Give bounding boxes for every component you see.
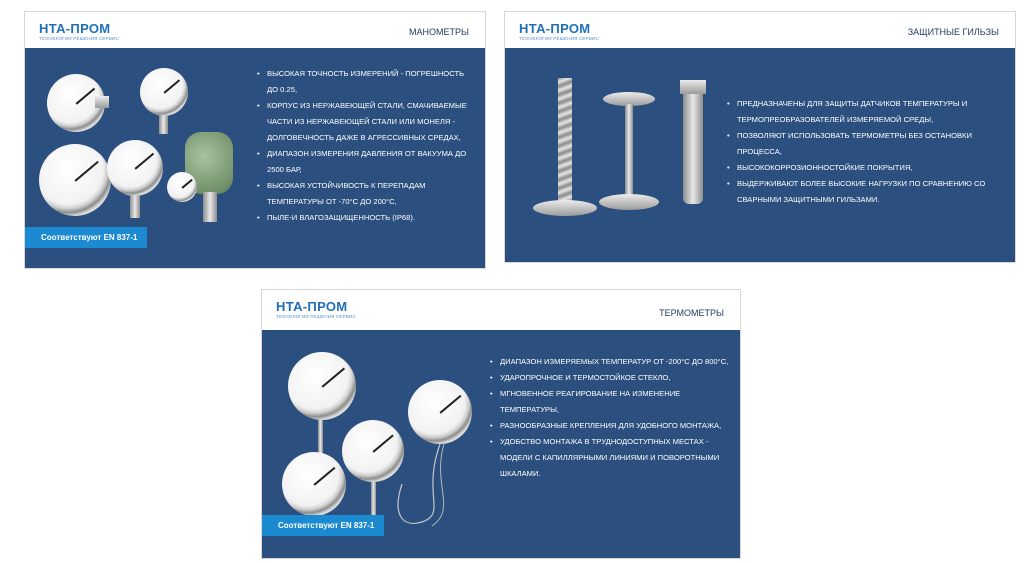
thermowell-image xyxy=(533,200,597,216)
thermowells-product-photo xyxy=(525,70,715,230)
brand-logo xyxy=(276,300,356,319)
feature-item: • КОРПУС ИЗ НЕРЖАВЕЮЩЕЙ СТАЛИ, СМАЧИВАЕМЫЕ ЧАСТИ ИЗ НЕРЖАВЕЮЩЕЙ СТАЛИ ИЛИ МОНЕЛЯ - ДОЛГОВЕЧНОСТЬ ДАЖЕ В АГРЕССИВНЫХ СРЕДАХ, xyxy=(257,98,475,146)
slide-title: МАНОМЕТРЫ xyxy=(409,27,469,37)
thermometers-product-photo xyxy=(272,344,472,534)
slide-body xyxy=(25,48,485,268)
feature-list xyxy=(490,354,734,482)
logo-text: НТА-ПРОМ xyxy=(276,299,348,314)
gauge-image xyxy=(95,96,109,108)
slide-header xyxy=(505,12,1015,48)
feature-item: • ПРЕДНАЗНАЧЕНЫ ДЛЯ ЗАЩИТЫ ДАТЧИКОВ ТЕМПЕРАТУРЫ И ТЕРМОПРЕОБРАЗОВАТЕЛЕЙ ИЗМЕРЯЕМОЙ СРЕДЫ, xyxy=(727,96,1009,128)
gauge-image xyxy=(130,196,140,218)
brand-logo xyxy=(519,22,599,41)
standard-badge: Соответствуют EN 837-1 xyxy=(25,227,147,248)
thermowell-image xyxy=(558,78,572,206)
feature-item: • ДИАПАЗОН ИЗМЕРЯЕМЫХ ТЕМПЕРАТУР ОТ -200°С ДО 800°С, xyxy=(490,354,734,370)
feature-item: • ДИАПАЗОН ИЗМЕРЕНИЯ ДАВЛЕНИЯ ОТ ВАКУУМА ДО 2500 БАР, xyxy=(257,146,475,178)
gauge-image xyxy=(39,144,111,216)
slide-body xyxy=(262,330,740,558)
slide-body xyxy=(505,48,1015,262)
logo-text: НТА-ПРОМ xyxy=(519,21,591,36)
logo-tagline: ТЕХНОЛОГИИ РЕШЕНИЯ СЕРВИС xyxy=(276,314,356,319)
feature-item: • РАЗНООБРАЗНЫЕ КРЕПЛЕНИЯ ДЛЯ УДОБНОГО МОНТАЖА, xyxy=(490,418,734,434)
gauge-image xyxy=(167,172,197,202)
standard-badge: Соответствуют EN 837-1 xyxy=(262,515,384,536)
thermowell-image xyxy=(680,80,706,94)
slide-title: ТЕРМОМЕТРЫ xyxy=(659,308,724,318)
feature-list xyxy=(727,96,1009,208)
thermowell-image xyxy=(683,94,703,204)
slide-header xyxy=(25,12,485,48)
slide-manometers xyxy=(25,12,485,268)
slide-title: ЗАЩИТНЫЕ ГИЛЬЗЫ xyxy=(907,27,999,37)
feature-item: • ПОЗВОЛЯЮТ ИСПОЛЬЗОВАТЬ ТЕРМОМЕТРЫ БЕЗ ОСТАНОВКИ ПРОЦЕССА, xyxy=(727,128,1009,160)
logo-tagline: ТЕХНОЛОГИИ РЕШЕНИЯ СЕРВИС xyxy=(39,36,119,41)
feature-item: • ВЫСОКОКОРРОЗИОННОСТОЙКИЕ ПОКРЫТИЯ, xyxy=(727,160,1009,176)
feature-list xyxy=(257,66,475,226)
feature-item: • ПЫЛЕ-И ВЛАГОЗАЩИЩЕННОСТЬ (IP68). xyxy=(257,210,475,226)
slide-thermometers xyxy=(262,290,740,558)
logo-tagline: ТЕХНОЛОГИИ РЕШЕНИЯ СЕРВИС xyxy=(519,36,599,41)
thermowell-image xyxy=(625,104,633,196)
feature-item: • ВЫСОКАЯ УСТОЙЧИВОСТЬ К ПЕРЕПАДАМ ТЕМПЕРАТУРЫ ОТ -70°С ДО 200°С, xyxy=(257,178,475,210)
thermowell-image xyxy=(599,194,659,210)
logo-text: НТА-ПРОМ xyxy=(39,21,111,36)
slide-header xyxy=(262,290,740,330)
slide-thermowells xyxy=(505,12,1015,262)
feature-item: • МГНОВЕННОЕ РЕАГИРОВАНИЕ НА ИЗМЕНЕНИЕ ТЕМПЕРАТУРЫ, xyxy=(490,386,734,418)
capillary-line xyxy=(272,344,472,534)
brand-logo xyxy=(39,22,119,41)
feature-item: • УДОБСТВО МОНТАЖА В ТРУДНОДОСТУПНЫХ МЕСТАХ - МОДЕЛИ С КАПИЛЛЯРНЫМИ ЛИНИЯМИ И ПОВОРОТНЫМИ ШКАЛАМИ. xyxy=(490,434,734,482)
gauge-image xyxy=(203,192,217,222)
feature-item: • ВЫСОКАЯ ТОЧНОСТЬ ИЗМЕРЕНИЙ - ПОГРЕШНОСТЬ ДО 0.25, xyxy=(257,66,475,98)
feature-item: • ВЫДЕРЖИВАЮТ БОЛЕЕ ВЫСОКИЕ НАГРУЗКИ ПО СРАВНЕНИЮ СО СВАРНЫМИ ЗАЩИТНЫМИ ГИЛЬЗАМИ. xyxy=(727,176,1009,208)
gauge-image xyxy=(107,140,163,196)
gauge-image xyxy=(140,68,188,116)
gauge-image xyxy=(159,116,168,134)
feature-item: • УДАРОПРОЧНОЕ И ТЕРМОСТОЙКОЕ СТЕКЛО, xyxy=(490,370,734,386)
manometers-product-photo xyxy=(35,62,240,232)
